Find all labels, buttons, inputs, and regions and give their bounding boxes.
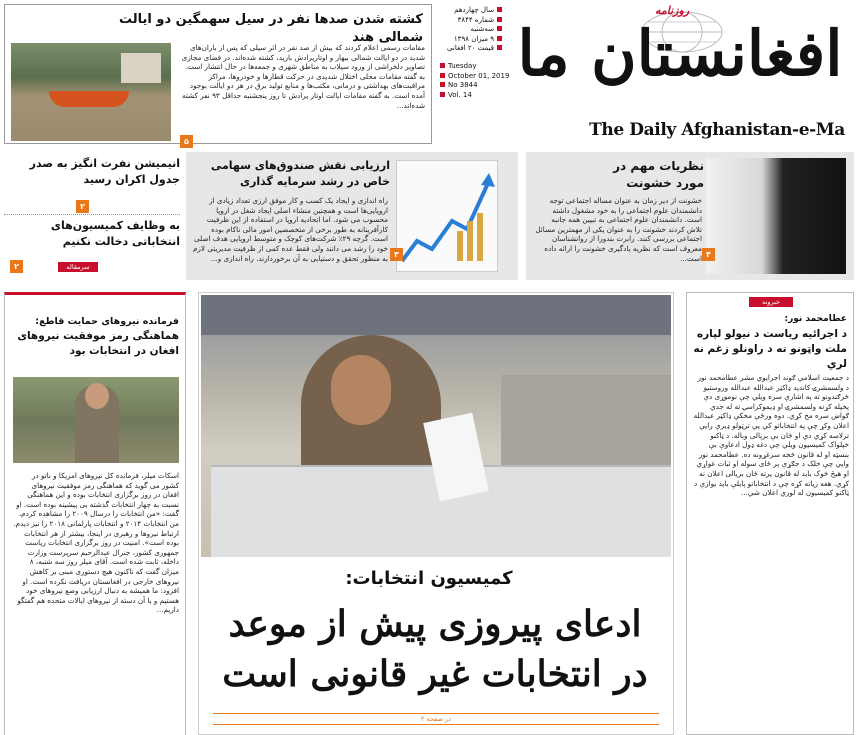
info-line: Vol. 14 — [440, 91, 510, 101]
right-column-body: د جمعیت اسلامي ګوند اجرایوي مشر عطامحمد نور د ولسمشرۍ کاندید ډاکټر عبدالله عبدالله وروستیو څرګندونو ته په اشارې سره ویلي چې نوموړی دې پخپله کړنه ولسمشرۍ او ډیموکراسۍ ته له جدي ګواښ سره مخ کړي. دوه ورځې مخکې ډاکټر عبدالله اعلان وکړ چې په انتخاباتو کې یې ترټولو ډیرې رایې ترلاسه کړي دي او ځان یې بریالی وباله. د ټاکنو خپلواک کمیسیون ویلي چې دغه ډول ادعاوې بې بنسټه او له قانون څخه سرغړونه ده. عطامحمد نور وایي چې خلک د جګړې پر ځای سوله او ثبات غواړي او هیڅ څوک باید له قانون پرته ځان بریالی اعلان نه کړي. هغه زیاته کړه چې د انتخاباتو پایلې باید یوازې د ټاکنو کمیسیون له لوري اعلان شي... — [693, 373, 849, 498]
table-right — [501, 375, 671, 465]
info-line: سه‌شنبه — [440, 25, 502, 35]
photo-canopy — [201, 295, 671, 335]
issue-info-persian — [440, 6, 502, 54]
center-story-badge[interactable]: ۳ — [390, 248, 403, 261]
general-head — [85, 383, 109, 409]
top-story-body: مقامات رسمی اعلام کردند که بیش از صد نفر در اثر سیلی که پس از باران‌های شدید در دو ایالت شمالی بیهار و اوتارپرادش بارید، کشته شده‌اند. در فضای مجازی تصاویر دلخراشی از ورود سیلاب به مناطق شهری و جمعه‌ها در حال انتشار است. به گفته مقامات محلی اختلال شدیدی در حرکت قطارها و خودروها، مراکز مراقبت‌های بهداشتی و درمانی، مکتب‌ها و منابع تولید برق در هر دو ایالت بوجود آمده است. به گفته مقامات ایالت اوتار پرادش تا روز پنجشنبه حداقل ۹۳ نفر کشته شده‌اند... — [181, 43, 425, 110]
issue-info-english — [440, 62, 510, 100]
info-line: ۹ میزان ۱۳۹۸ — [440, 35, 502, 45]
right-column-headline: د اجرائیه ریاست د نیولو لپاره ملت واټونو ته د راونلو زغم نه لري — [693, 328, 847, 370]
left-column-kicker: فرمانده نیروهای حمایت قاطع: — [35, 316, 179, 327]
left-item-1-badge[interactable]: ۲ — [76, 200, 89, 213]
flood-boat — [49, 91, 129, 107]
top-story[interactable] — [4, 4, 432, 144]
info-line: October 01, 2019 — [440, 72, 510, 82]
left-column-headline: هماهنگی رمز موفقیت نیروهای افغان در انتخابات بود — [17, 330, 179, 357]
divider — [4, 214, 180, 215]
left-small-items — [4, 152, 180, 280]
info-line: سال چهاردهم — [440, 6, 502, 16]
info-line: Tuesday — [440, 62, 510, 72]
page-badge[interactable]: ۵ — [180, 135, 193, 148]
right-story-badge[interactable]: ۴ — [702, 248, 715, 261]
info-line: No 3844 — [440, 81, 510, 91]
info-line: قیمت ۲۰ افغانی — [440, 44, 502, 54]
masthead-logo — [505, 0, 855, 140]
logo-tag: روزنامه — [655, 4, 690, 17]
right-column-kicker: عطامحمد نور: — [784, 314, 847, 324]
right-story-body: خشونت از دیر زمان به عنوان مساله اجتماعی توجه دانشمندان علوم اجتماعی را به خود مشغول داشته است. دانشمندان علوم اجتماعی به تبیین همه جانبه تلاش کردند خشونت را به عنوان یکی از مهمترین مسائل اجتماعی بررسی کنند. رابرت بندورا از روانشناسان معروف است که نظریه یادگیری خشونت را ارائه داده است... — [535, 196, 702, 263]
page-ref-label[interactable]: در صفحه ۲ — [420, 715, 452, 723]
election-photo — [201, 295, 671, 557]
flood-photo — [11, 43, 171, 141]
top-story-headline: کشته شدن صدها نفر در سیل سهمگین دو ایالت شمالی هند — [119, 12, 423, 45]
main-story[interactable] — [198, 292, 674, 735]
center-story[interactable] — [186, 152, 518, 280]
left-column-body: اسکات میلر، فرمانده کل نیروهای امریکا و ناتو در کشور می گوید که هماهنگی رمز موفقیت نیروهای افغان در روز برگزاری انتخابات بوده و این هماهنگی نسبت به چهار انتخابات گذشته بی پیشینه بوده است. او گفت: «من انتخابات را درسال ۲۰۰۹ را مشاهده کردم، من انتخابات ۲۰۱۴ و انتخابات پارلمانی ۲۰۱۸ را نیز دیدم. ارتباط نیروها و رهبری در اینجا، بیشتر از هر انتخابات بوده است». امنیت در روز برگزاری انتخابات ریاست جمهوری کشور، جنرال عبدالرحیم سرپرست وزارت داخله، ثابت شده است. آقای میلر روز سه شنبه، ۸ میزان گفت که تاکنون هیچ دستوری مبنی بر کاهش نیروهای خارجی در افغانستان دریافت نکرده است. او افزود: ما همیشه به دنبال ارزیابی وضع نیروهای خود هستیم و با آن دسته از نیروهای ایالات متحده هم گفتگو داریم... — [13, 471, 179, 615]
left-item-2-headline[interactable]: به وظایف کمیسیون‌های انتخاباتی دخالت نکنیم — [50, 219, 180, 248]
logo-persian: افغانستان ما — [517, 17, 843, 90]
general-photo — [13, 377, 179, 463]
center-story-headline: ارزیابی نقش صندوق‌های سهامی خاص در رشد سرمایه گذاری — [210, 159, 390, 188]
main-story-headline: ادعای پیروزی پیش از موعد در انتخابات غیر قانونی است — [222, 603, 648, 695]
main-story-kicker: کمیسیون انتخابات: — [345, 568, 513, 589]
right-story-photo — [706, 158, 846, 274]
flood-building — [121, 53, 161, 83]
right-column-tag: خبرونه — [749, 297, 793, 307]
center-story-body: راه اندازی و ایجاد یک کسب و کار موفق ارزی تعداد زیادی از اروپایی‌ها است و همچنین منشاء اصلی ایجاد شغل در اروپا محسوب می شود. اما اتحادیه اروپا در استفاده از این ظرفیت کارآفرینانه به طور برخی از متخصصین امور مالی ناکام بوده است. گرچه ۲۹٪ شرکت‌های کوچک و متوسط اروپایی هدف اصلی خود را رشد می دانند ولی فقط عده کمی از ظرفیت مدیریتی لازم به منظور تحقق و دستیابی به آن برخوردارند. راه اندازی و... — [192, 196, 388, 263]
editorial-tag: سرمقاله — [58, 262, 98, 272]
info-line: شماره ۳۸۴۴ — [440, 16, 502, 26]
right-column — [686, 292, 854, 735]
growth-arrow-icon — [397, 161, 499, 273]
left-item-1-headline[interactable]: انیمیشن نفرت انگیز به صدر جدول اکران رسید — [29, 157, 180, 186]
left-item-2-badge[interactable]: ۲ — [10, 260, 23, 273]
chart-image — [396, 160, 498, 272]
photo-face — [331, 355, 391, 425]
english-name: The Daily Afghanistan-e-Ma — [589, 120, 845, 140]
right-story[interactable] — [526, 152, 854, 280]
right-story-headline: نظریات مهم در مورد خشونت — [613, 159, 704, 190]
left-column — [4, 292, 186, 735]
page-ref-bar — [213, 713, 659, 725]
